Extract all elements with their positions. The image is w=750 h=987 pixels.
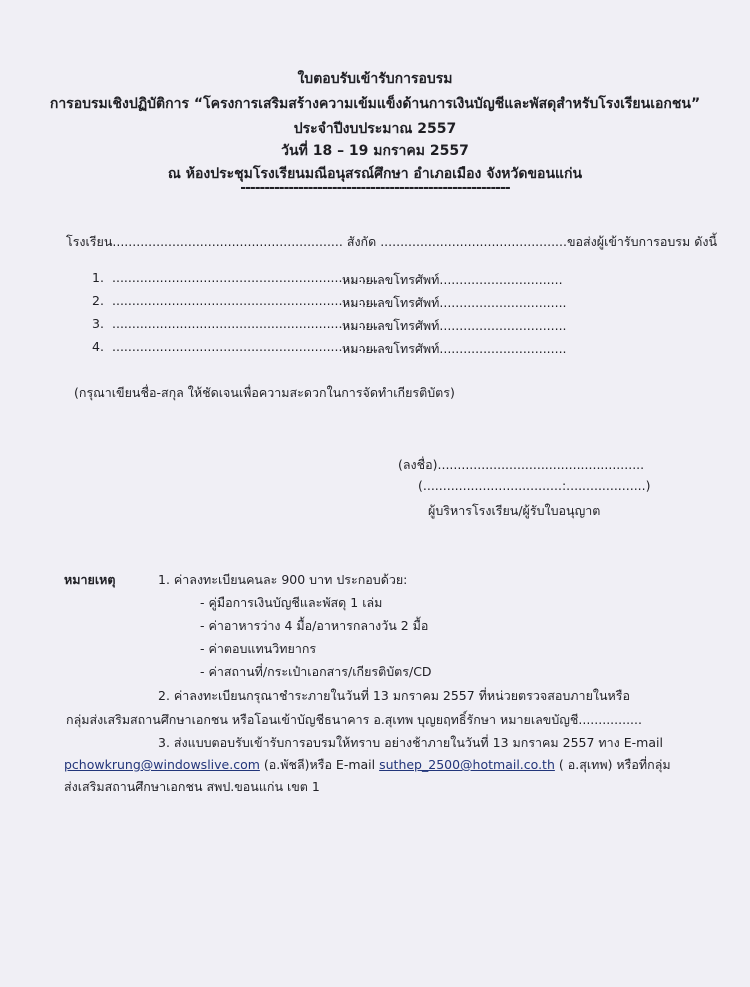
participant-1-name: ................................................................... xyxy=(112,270,379,285)
note-1-sub-3: - ค่าตอบแทนวิทยากร xyxy=(200,641,317,656)
note-3-text-a: (อ.พัชลี)หรือ E-mail xyxy=(259,757,380,772)
signature-line: (ลงชื่อ).................................................... xyxy=(398,457,645,472)
note-1-sub-1: - คู่มือการเงินบัญชีและพัสดุ 1 เล่ม xyxy=(200,595,383,610)
fiscal-year: ประจำปีงบประมาณ 2557 xyxy=(293,121,457,137)
participant-1-num: 1. xyxy=(92,270,104,285)
note-1: 1. ค่าลงทะเบียนคนละ 900 บาท ประกอบด้วย: xyxy=(158,572,408,587)
event-date: วันที่ 18 – 19 มกราคม 2557 xyxy=(281,143,469,159)
signature-name: (...................................:....................) xyxy=(418,478,651,493)
participant-3-name: ................................................................... xyxy=(112,316,379,331)
participant-2-phone: หมายเลขโทรศัพท์................................ xyxy=(342,295,567,310)
participant-4-num: 4. xyxy=(92,339,104,354)
participant-3-phone: หมายเลขโทรศัพท์................................ xyxy=(342,318,567,333)
name-instruction: (กรุณาเขียนชื่อ-สกุล ให้ชัดเจนเพื่อความสะดวกในการจัดทำเกียรติบัตร) xyxy=(74,385,455,400)
signature-role: ผู้บริหารโรงเรียน/ผู้รับใบอนุญาต xyxy=(428,503,601,518)
note-3-line-2 xyxy=(64,755,671,775)
form-title: ใบตอบรับเข้ารับการอบรม xyxy=(297,71,453,87)
note-3-line-3: ส่งเสริมสถานศึกษาเอกชน สพป.ขอนแก่น เขต 1 xyxy=(64,779,320,794)
note-2-line-2: กลุ่มส่งเสริมสถานศึกษาเอกชน หรือโอนเข้าบัญชีธนาคาร อ.สุเทพ บุญยฤทธิ์รักษา หมายเลขบัญชี................ xyxy=(66,712,642,727)
note-1-sub-4: - ค่าสถานที่/กระเป๋าเอกสาร/เกียรติบัตร/CD xyxy=(200,664,432,679)
header-divider: -------------------------------------------------------- xyxy=(240,180,510,196)
participant-2-num: 2. xyxy=(92,293,104,308)
workshop-title: การอบรมเชิงปฏิบัติการ “โครงการเสริมสร้างความเข้มแข็งด้านการเงินบัญชีและพัสดุสำหรับโรงเรียนเอกชน” xyxy=(49,96,701,112)
participant-1-phone: หมายเลขโทรศัพท์............................... xyxy=(342,272,563,287)
participant-2-name: ................................................................... xyxy=(112,293,379,308)
note-3-line-1: 3. ส่งแบบตอบรับเข้ารับการอบรมให้ทราบ อย่างช้าภายในวันที่ 13 มกราคม 2557 ทาง E-mail xyxy=(158,735,663,750)
school-line: โรงเรียน.......................................................... สังกัด ...............................................ขอส่งผู้เข้ารับการอบรม ดังนี้ xyxy=(66,234,717,249)
participant-4-phone: หมายเลขโทรศัพท์................................ xyxy=(342,341,567,356)
participant-3-num: 3. xyxy=(92,316,104,331)
note-2-line-1: 2. ค่าลงทะเบียนกรุณาชำระภายในวันที่ 13 มกราคม 2557 ที่หน่วยตรวจสอบภายในหรือ xyxy=(158,688,630,703)
event-venue: ณ ห้องประชุมโรงเรียนมณีอนุสรณ์ศึกษา อำเภอเมือง จังหวัดขอนแก่น xyxy=(167,166,583,182)
note-3-text-b: ( อ.สุเทพ) หรือที่กลุ่ม xyxy=(554,757,671,772)
email-link-suthep[interactable]: suthep_2500@hotmail.co.th xyxy=(379,757,555,772)
participant-4-name: ................................................................... xyxy=(112,339,379,354)
note-1-sub-2: - ค่าอาหารว่าง 4 มื้อ/อาหารกลางวัน 2 มื้อ xyxy=(200,618,429,633)
notes-label: หมายเหตุ xyxy=(64,572,116,587)
email-link-pchowkrung[interactable]: pchowkrung@windowslive.com xyxy=(64,757,260,772)
